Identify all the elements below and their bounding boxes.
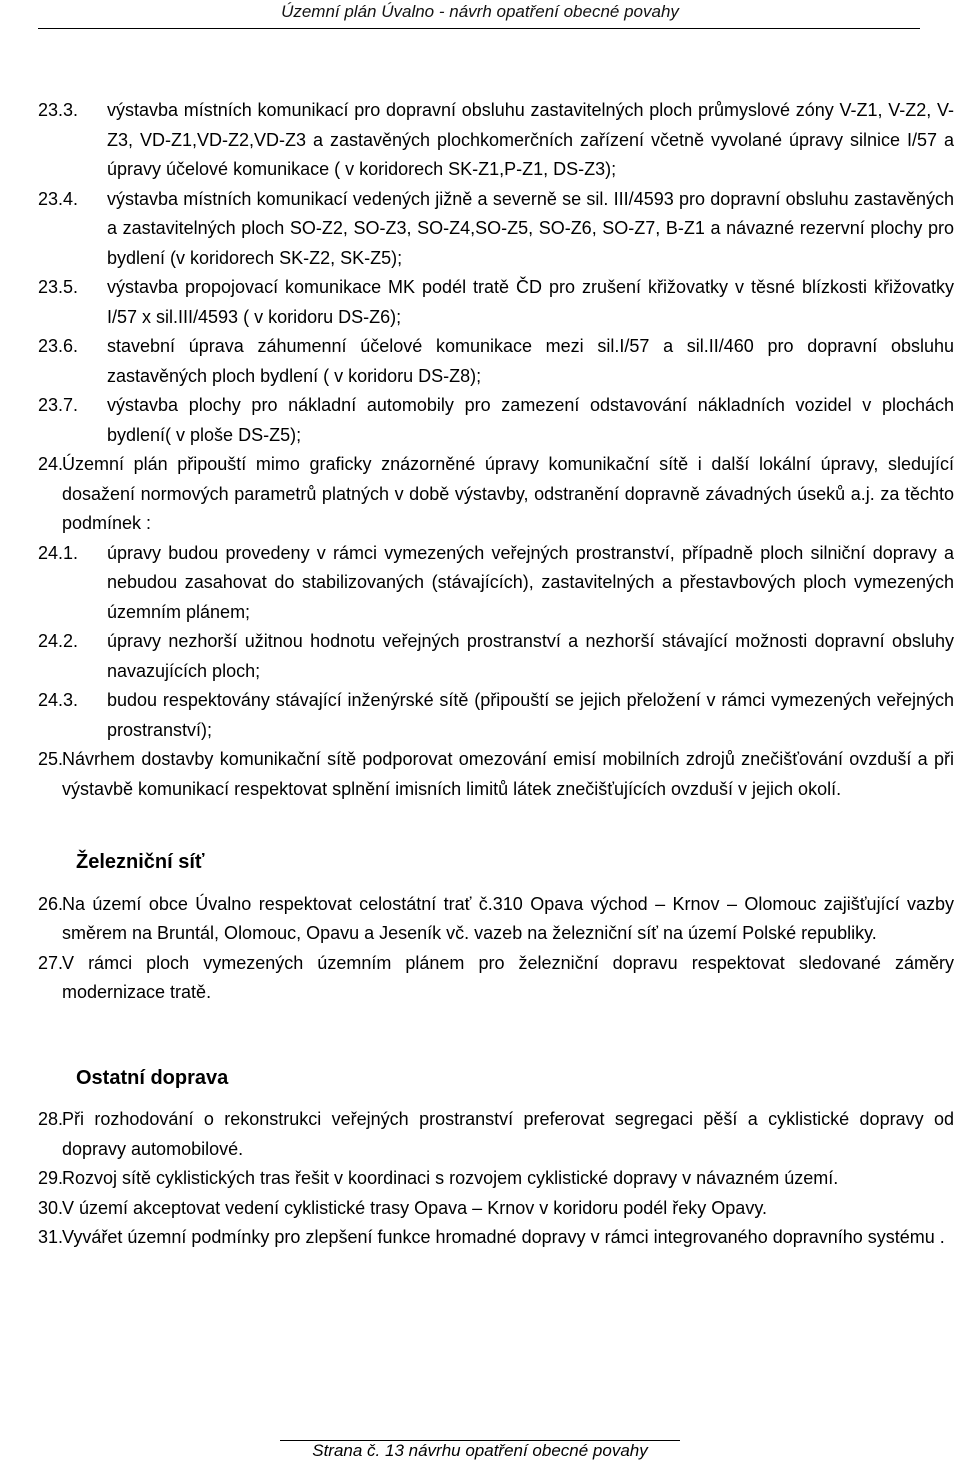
- item-text: V území akceptovat vedení cyklistické trasy Opava – Krnov v koridoru podél řeky Opavy.: [62, 1197, 767, 1218]
- item-number: 23.4.: [38, 188, 79, 209]
- item-text: Rozvoj sítě cyklistických tras řešit v koordinaci s rozvojem cyklistické dopravy v návazném území.: [62, 1168, 839, 1188]
- list-item-24-3: [38, 686, 954, 745]
- item-text: budou respektovány stávající inženýrské sítě (připouští se jejich přeložení v rámci vymezených veřejných prostranství);: [107, 690, 954, 740]
- list-item-23-7: [38, 391, 954, 450]
- item-number: 30.: [38, 1197, 64, 1218]
- item-number: 23.3.: [38, 100, 79, 120]
- item-text: výstavba plochy pro nákladní automobily pro zamezení odstavování nákladních vozidel v plochách bydlení( v ploše DS-Z5);: [107, 395, 954, 445]
- item-text: Při rozhodování o rekonstrukci veřejných prostranství preferovat segregaci pěší a cyklistické dopravy od dopravy automobilové.: [62, 1109, 954, 1159]
- list-item-23-4: [38, 185, 954, 274]
- item-text: V rámci ploch vymezených územním plánem pro železniční dopravu respektovat sledované záměry modernizace tratě.: [62, 952, 954, 1002]
- list-item-24: [38, 450, 954, 539]
- list-item-23-5: [38, 273, 954, 332]
- document-body: [38, 96, 954, 1253]
- item-number: 29.: [38, 1168, 64, 1188]
- page-header: Územní plán Úvalno - návrh opatření obecné povahy: [281, 2, 679, 21]
- item-text: úpravy nezhorší užitnou hodnotu veřejných prostranství a nezhorší stávající možnosti dopravní obsluhy navazujících ploch;: [107, 631, 954, 681]
- item-text: Na území obce Úvalno respektovat celostátní trať č.310 Opava východ – Krnov – Olomouc zajišťující vazby směrem na Bruntál, Olomouc, Opavu a Jeseník vč. vazeb na železniční síť na území Polské republiky.: [62, 893, 954, 943]
- item-text: Vyvářet územní podmínky pro zlepšení funkce hromadné dopravy v rámci integrovaného dopravního systému .: [62, 1227, 945, 1247]
- section-heading-railway: Železniční síť: [76, 851, 205, 873]
- item-number: 24.3.: [38, 690, 79, 710]
- item-number: 24.: [38, 454, 64, 474]
- list-item-23-6: [38, 332, 954, 391]
- item-text: Územní plán připouští mimo graficky znázorněné úpravy komunikační sítě i další lokální úpravy, sledující dosažení normových parametrů platných v době výstavby, odstranění dopravně závadných úseků a.j. za těchto podmínek :: [62, 454, 954, 533]
- item-number: 23.6.: [38, 336, 79, 356]
- page-footer: Strana č. 13 návrhu opatření obecné povahy: [312, 1441, 648, 1460]
- list-item-29: [38, 1164, 954, 1194]
- item-text: úpravy budou provedeny v rámci vymezených veřejných prostranství, případně ploch silniční dopravy a nebudou zasahovat do stabilizovaných (stávajících), zastavitelných a přestavbových ploch vymezených územním plánem;: [107, 542, 954, 622]
- item-number: 31.: [38, 1227, 64, 1247]
- list-item-31: [38, 1223, 954, 1253]
- list-item-24-1: [38, 539, 954, 628]
- item-text: stavební úprava záhumenní účelové komunikace mezi sil.I/57 a sil.II/460 pro dopravní obsluhu zastavěných ploch bydlení ( v koridoru DS-Z8);: [107, 336, 954, 386]
- item-text: výstavba místních komunikací vedených jižně a severně se sil. III/4593 pro dopravní obsluhu zastavěných a zastavitelných ploch SO-Z2, SO-Z3, SO-Z4,SO-Z5, SO-Z6, SO-Z7, B-Z1 a návazné rezervní plochy pro bydlení (v koridorech SK-Z2, SK-Z5);: [107, 188, 954, 268]
- item-number: 23.7.: [38, 395, 79, 415]
- item-number: 24.1.: [38, 542, 79, 563]
- item-text: výstavba místních komunikací pro dopravní obsluhu zastavitelných ploch průmyslové zóny V-Z1, V-Z2, V-Z3, VD-Z1,VD-Z2,VD-Z3 a zastavěných plochkomerčních zařízení včetně vyvolané úpravy silnice I/57 a úpravy účelové komunikace ( v koridorech SK-Z1,P-Z1, DS-Z3);: [107, 100, 954, 179]
- header-rule: [38, 28, 920, 29]
- list-item-28: [38, 1105, 954, 1164]
- list-item-26: [38, 890, 954, 949]
- item-number: 23.5.: [38, 277, 79, 297]
- list-item-25: [38, 745, 954, 804]
- list-item-23-3: [38, 96, 954, 185]
- item-number: 25.: [38, 749, 64, 769]
- item-number: 24.2.: [38, 631, 79, 651]
- list-item-24-2: [38, 627, 954, 686]
- list-item-30: [38, 1194, 954, 1224]
- item-text: výstavba propojovací komunikace MK podél tratě ČD pro zrušení křižovatky v těsné blízkosti křižovatky I/57 x sil.III/4593 ( v koridoru DS-Z6);: [107, 277, 954, 327]
- list-item-27: [38, 949, 954, 1008]
- item-number: 27.: [38, 952, 64, 973]
- item-text: Návrhem dostavby komunikační sítě podporovat omezování emisí mobilních zdrojů znečišťování ovzduší a při výstavbě komunikací respektovat splnění imisních limitů látek znečišťujících ovzduší v jejich okolí.: [62, 749, 954, 799]
- item-number: 26.: [38, 893, 64, 914]
- item-number: 28.: [38, 1109, 64, 1129]
- section-heading-other-transport: Ostatní doprava: [76, 1066, 229, 1089]
